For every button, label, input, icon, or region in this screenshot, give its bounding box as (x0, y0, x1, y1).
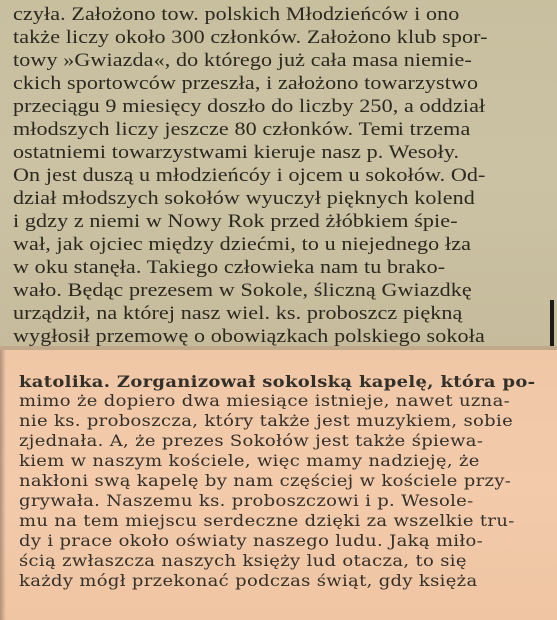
text-line: towy »Gwiazda«, do którego już cała masa niemie- (13, 50, 472, 71)
text-line: czyła. Założono tow. polskich Młodzieńców i ono (13, 4, 460, 25)
text-line: każdy mógł przekonać podczas świąt, gdy księża (19, 572, 478, 590)
text-line: i gdzy z niemi w Nowy Rok przed żłóbkiem śpie- (13, 211, 458, 232)
text-line: On jest duszą u młodzieńcóy i ojcem u sokołów. Od- (13, 165, 486, 186)
bottom-newspaper-clipping (0, 350, 557, 620)
column-rule (550, 300, 554, 346)
text-line: urządził, na której nasz wiel. ks. proboszcz piękną (13, 303, 463, 324)
text-line: w oku stanęła. Takiego człowieka nam tu brako- (13, 257, 446, 278)
text-line: ckich sportowców przeszła, i założono towarzystwo (13, 73, 479, 94)
text-line: zjednała. A, że prezes Sokołów jest także śpiewa- (19, 432, 484, 450)
text-line: mimo że dopiero dwa miesiące istnieje, nawet uzna- (19, 392, 511, 410)
text-line: dy i prace około oświaty naszego ludu. Jaką miło- (19, 532, 484, 550)
text-line: nie ks. proboszcza, który także jest muzykiem, sobie (19, 412, 514, 430)
text-line: młodszych liczy jeszcze 80 członków. Temi trzema (13, 119, 471, 140)
text-line: mu na tem miejscu serdeczne dzięki za wszelkie tru- (19, 512, 515, 530)
text-line: katolika. Zorganizował sokolską kapelę, która po- (19, 372, 536, 391)
text-line: ostatniemi towarzystwami kieruje nasz p. Wesoły. (13, 142, 460, 163)
text-line: wało. Będąc prezesem w Sokole, śliczną Gwiazdkę (13, 280, 472, 301)
text-line: przeciągu 9 miesięcy doszło do liczby 250, a oddział (13, 96, 486, 117)
text-line: grywała. Naszemu ks. proboszczowi i p. Wesole- (19, 492, 474, 510)
text-line: ścią zwłaszcza naszych księży lud otacza, to się (19, 552, 467, 570)
text-line: wygłosił przemowę o obowiązkach polskiego sokoła (13, 326, 485, 346)
text-line: kiem w naszym kościele, więc mamy nadzieję, że (19, 452, 480, 470)
torn-edge (0, 350, 6, 620)
text-line: także liczy około 300 członków. Założono klub spor- (13, 27, 488, 48)
text-line: dział młodszych sokołów wyuczył pięknych kolend (13, 188, 475, 209)
text-line: wał, jak ojciec między dziećmi, to u niejednego łza (13, 234, 472, 255)
text-line: nakłoni swą kapelę by nam częściej w kościele przy- (19, 472, 512, 490)
